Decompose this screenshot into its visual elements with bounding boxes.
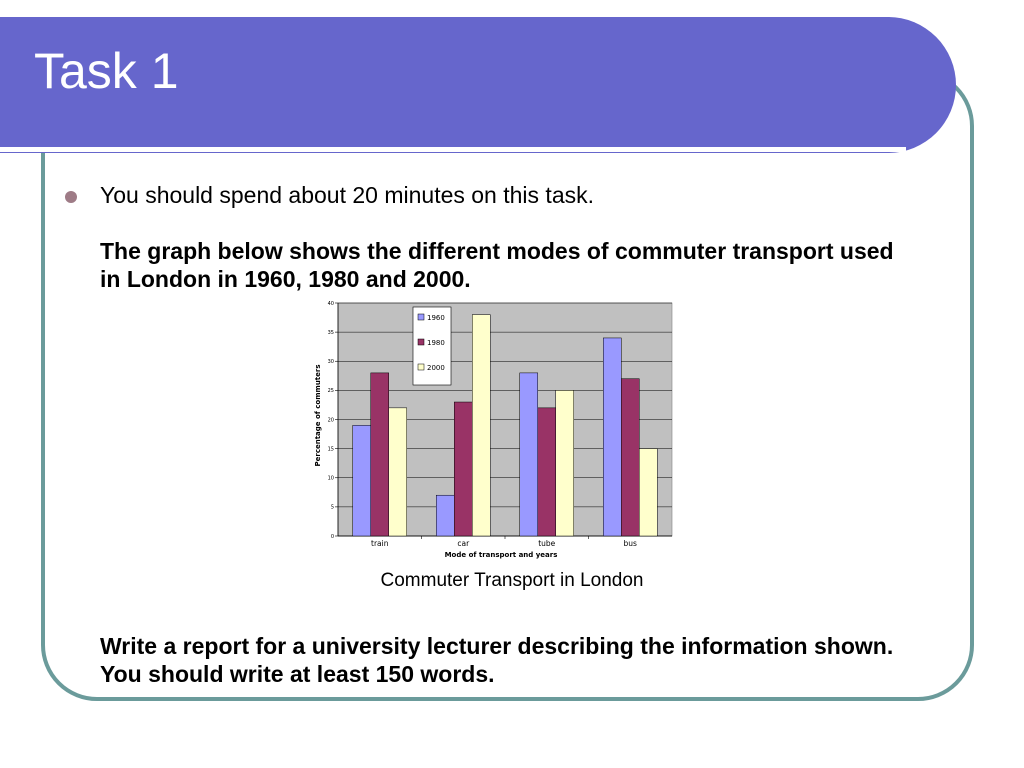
x-axis-title: Mode of transport and years bbox=[444, 551, 558, 559]
legend-swatch-1960 bbox=[418, 314, 424, 320]
bar-2000-car bbox=[472, 315, 490, 536]
y-tick-label: 35 bbox=[327, 329, 334, 336]
bar-1960-tube bbox=[520, 373, 538, 536]
y-axis-title: Percentage of commuters bbox=[314, 364, 322, 467]
legend-label-2000: 2000 bbox=[427, 364, 445, 372]
y-tick-label: 5 bbox=[330, 504, 334, 511]
chart-caption-text: Commuter Transport in London bbox=[380, 570, 644, 591]
chart-caption bbox=[0, 570, 1024, 592]
legend-label-1960: 1960 bbox=[427, 314, 445, 322]
prompt-text: The graph below shows the different modes of commuter transport used in London in 1960, 1980 and 2000. bbox=[100, 238, 894, 292]
instruction-text: You should spend about 20 minutes on this task. bbox=[100, 182, 594, 208]
x-tick-label: tube bbox=[538, 539, 556, 548]
y-tick-label: 0 bbox=[330, 533, 334, 540]
bar-1980-train bbox=[371, 373, 389, 536]
x-tick-label: bus bbox=[623, 539, 637, 548]
slide-title: Task 1 bbox=[34, 43, 179, 99]
legend-label-1980: 1980 bbox=[427, 339, 445, 347]
y-tick-label: 10 bbox=[327, 475, 334, 482]
bar-1980-bus bbox=[621, 379, 639, 536]
task-text: Write a report for a university lecturer describing the information shown. You should write at least 150 words. bbox=[100, 633, 894, 687]
bullet-icon bbox=[65, 191, 77, 203]
bar-1980-tube bbox=[538, 408, 556, 536]
legend-swatch-2000 bbox=[418, 364, 424, 370]
bar-1960-train bbox=[353, 425, 371, 536]
y-tick-label: 30 bbox=[327, 359, 334, 366]
title-underline bbox=[0, 147, 906, 152]
y-tick-label: 15 bbox=[327, 446, 334, 453]
x-tick-label: car bbox=[457, 539, 470, 548]
y-tick-label: 20 bbox=[327, 417, 334, 424]
bar-1960-car bbox=[436, 495, 454, 536]
y-tick-label: 25 bbox=[327, 388, 334, 395]
bar-2000-tube bbox=[556, 390, 574, 536]
legend-swatch-1980 bbox=[418, 339, 424, 345]
bar-1980-car bbox=[454, 402, 472, 536]
y-tick-label: 40 bbox=[327, 300, 334, 307]
bar-2000-train bbox=[389, 408, 407, 536]
bar-2000-bus bbox=[639, 449, 657, 536]
bar-chart bbox=[300, 295, 680, 565]
x-tick-label: train bbox=[371, 539, 389, 548]
bar-1960-bus bbox=[603, 338, 621, 536]
